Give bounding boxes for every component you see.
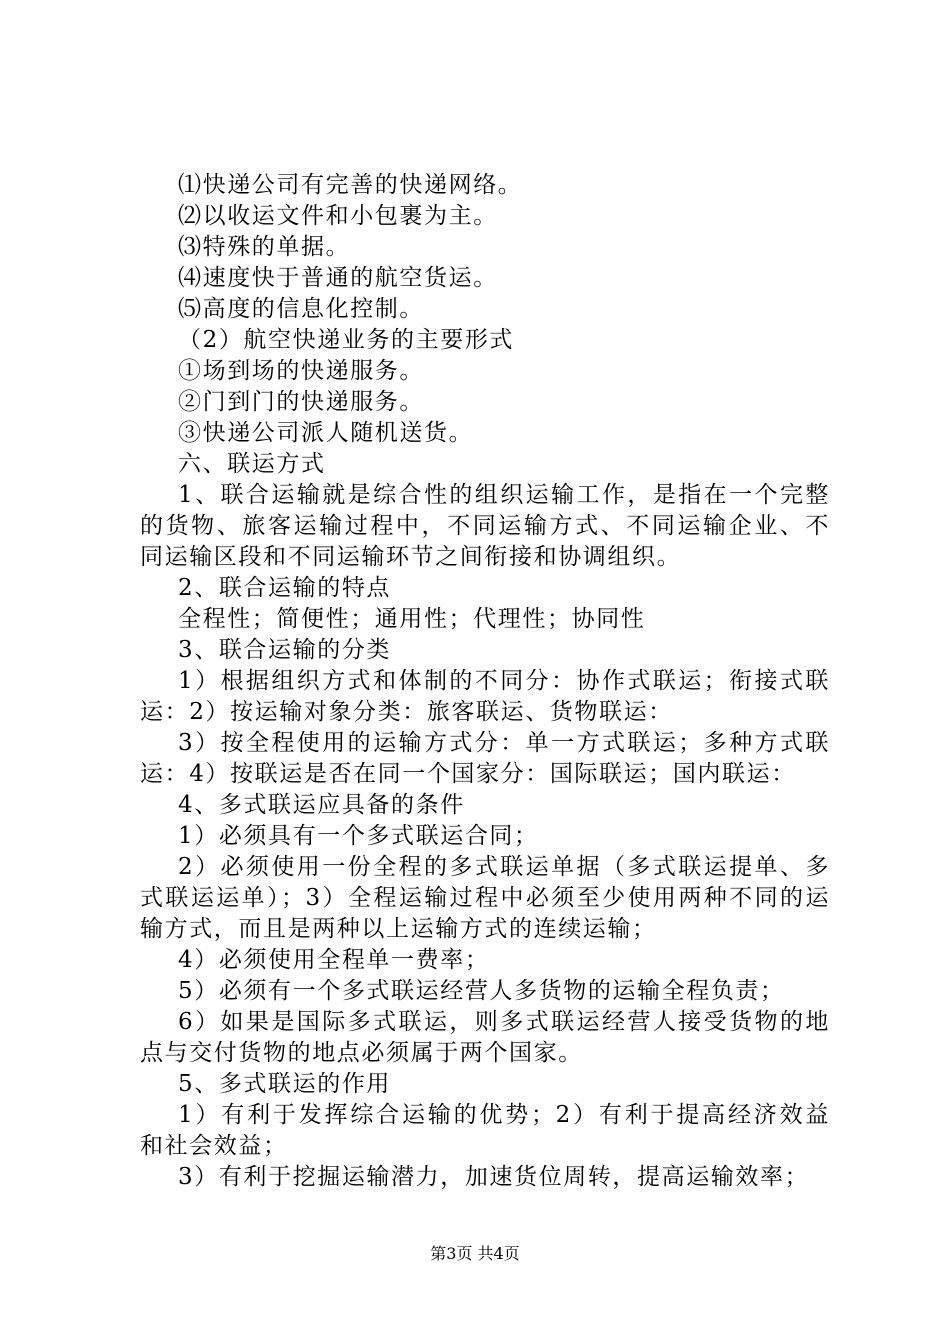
text-line: 5）必须有一个多式联运经营人多货物的运输全程负责； (178, 978, 785, 1004)
text-line: ⑷速度快于普通的航空货运。 (178, 265, 498, 291)
text-line: 运：4）按联运是否在同一个国家分：国际联运；国内联运： (140, 761, 796, 787)
page-number-label: 第3页 共4页 (430, 1244, 520, 1263)
document-body (140, 170, 830, 1193)
text-line: 点与交付货物的地点必须属于两个国家。 (140, 1040, 583, 1066)
text-line: ⑶特殊的单据。 (178, 234, 351, 260)
text-line: ②门到门的快递服务。 (178, 389, 424, 415)
text-line: 输方式，而且是两种以上运输方式的连续运输； (140, 916, 657, 942)
text-line: 2、联合运输的特点 (178, 575, 392, 601)
text-line: 3）有利于挖掘运输潜力，加速货位周转，提高运输效率； (178, 1164, 810, 1190)
text-line: 6）如果是国际多式联运，则多式联运经营人接受货物的地 (178, 1009, 830, 1035)
text-line: 3、联合运输的分类 (178, 637, 392, 663)
text-line: 六、联运方式 (178, 451, 326, 477)
text-line: 的货物、旅客运输过程中，不同运输方式、不同运输企业、不 (140, 513, 830, 539)
page-footer (0, 1244, 950, 1264)
text-line: 4）必须使用全程单一费率； (178, 947, 490, 973)
text-line: ③快递公司派人随机送货。 (178, 420, 474, 446)
text-line: 1）有利于发挥综合运输的优势；2）有利于提高经济效益 (178, 1102, 830, 1128)
text-line: ①场到场的快递服务。 (178, 358, 424, 384)
text-line: （2）航空快递业务的主要形式 (178, 327, 515, 353)
text-line: 5、多式联运的作用 (178, 1071, 392, 1097)
text-line: 全程性；简便性；通用性；代理性；协同性 (178, 606, 646, 632)
text-line: ⑴快递公司有完善的快递网络。 (178, 172, 523, 198)
text-line: 1、联合运输就是综合性的组织运输工作，是指在一个完整 (178, 482, 830, 508)
text-line: 和社会效益； (140, 1133, 288, 1159)
text-line: 1）必须具有一个多式联运合同； (178, 823, 539, 849)
text-line: 同运输区段和不同运输环节之间衔接和协调组织。 (140, 544, 682, 570)
text-line: 3）按全程使用的运输方式分：单一方式联运；多种方式联 (178, 730, 830, 756)
text-line: ⑵以收运文件和小包裹为主。 (178, 203, 498, 229)
text-line: 4、多式联运应具备的条件 (178, 792, 465, 818)
text-line: ⑸高度的信息化控制。 (178, 296, 424, 322)
text-line: 式联运运单）；3）全程运输过程中必须至少使用两种不同的运 (140, 885, 830, 911)
text-line: 1）根据组织方式和体制的不同分：协作式联运；衔接式联 (178, 668, 830, 694)
text-line: 2）必须使用一份全程的多式联运单据（多式联运提单、多 (178, 854, 830, 880)
text-line: 运：2）按运输对象分类：旅客联运、货物联运： (140, 699, 673, 725)
